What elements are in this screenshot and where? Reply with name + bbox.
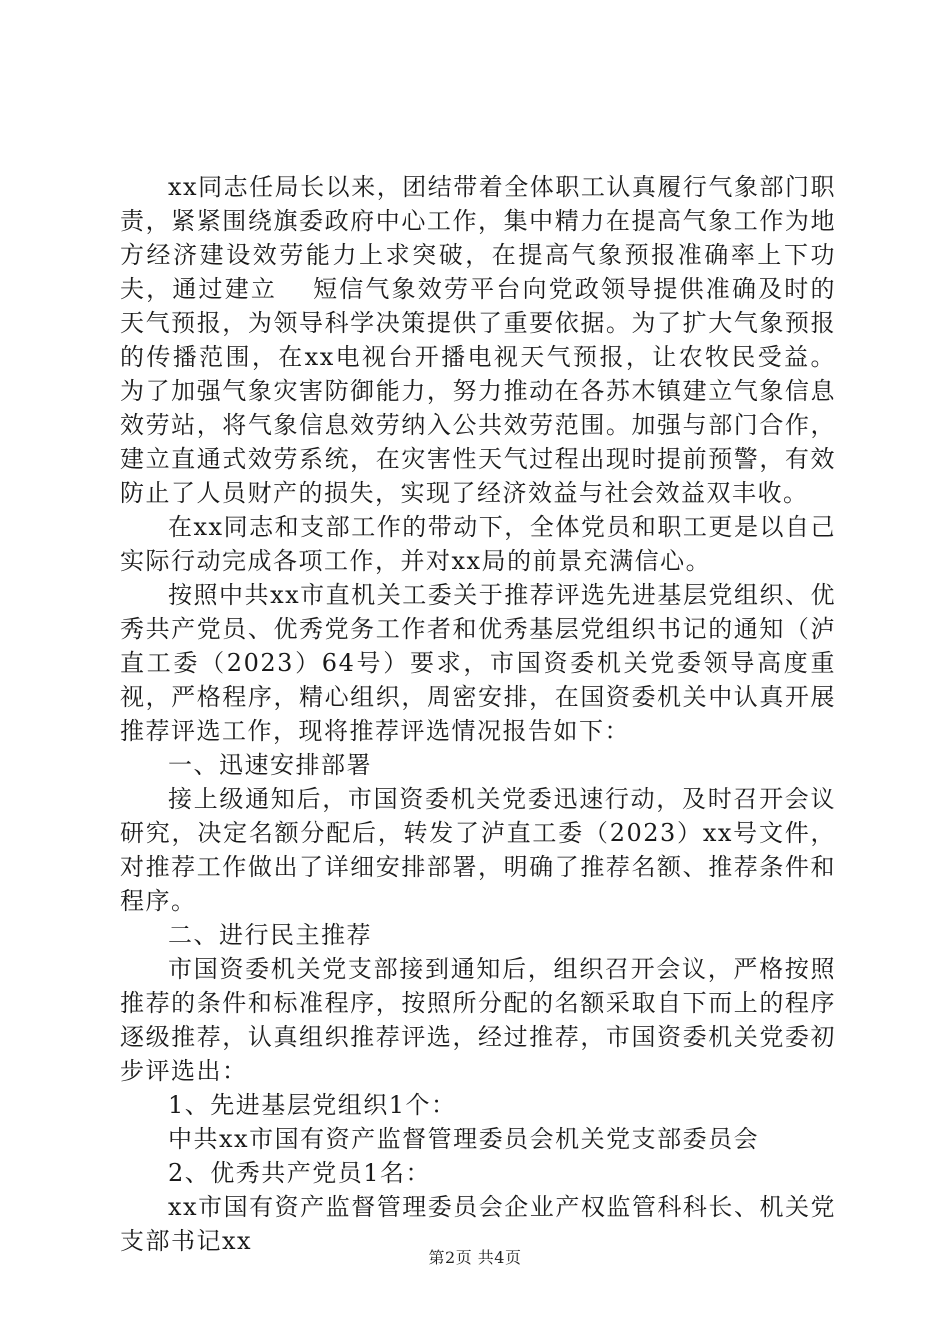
- section-heading-1: 一、迅速安排部署: [168, 751, 372, 779]
- list-item-heading-1: 1、先进基层党组织1个：: [168, 1091, 457, 1119]
- section-heading-2: 二、进行民主推荐: [168, 921, 372, 949]
- paragraph-2: 在xx同志和支部工作的带动下，全体党员和职工更是以自己实际行动完成各项工作，并对xx局的前景充满信心。: [120, 513, 836, 575]
- page-number: 第2页 共4页: [428, 1248, 522, 1267]
- list-item-value-1: 中共xx市国有资产监督管理委员会机关党支部委员会: [168, 1125, 760, 1153]
- paragraph-5: 市国资委机关党支部接到通知后，组织召开会议，严格按照推荐的条件和标准程序，按照所分配的名额采取自下而上的程序逐级推荐，认真组织推荐评选，经过推荐，市国资委机关党委初步评选出：: [120, 955, 836, 1085]
- paragraph-3: 按照中共xx市直机关工委关于推荐评选先进基层党组织、优秀共产党员、优秀党务工作者和优秀基层党组织书记的通知（泸直工委（2023）64号）要求，市国资委机关党委领导高度重视，严格程序，精心组织，周密安排，在国资委机关中认真开展推荐评选工作，现将推荐评选情况报告如下：: [120, 581, 836, 745]
- list-item-value-2: xx市国有资产监督管理委员会企业产权监管科科长、机关党支部书记xx: [120, 1193, 836, 1255]
- paragraph-1: xx同志任局长以来，团结带着全体职工认真履行气象部门职责，紧紧围绕旗委政府中心工作，集中精力在提高气象工作为地方经济建设效劳能力上求突破，在提高气象预报准确率上下功夫，通过建立 短信气象效劳平台向党政领导提供准确及时的天气预报，为领导科学决策提供了重要依据。为了扩大气象预报的传播范围，在xx电视台开播电视天气预报，让农牧民受益。为了加强气象灾害防御能力，努力推动在各苏木镇建立气象信息效劳站，将气象信息效劳纳入公共效劳范围。加强与部门合作，建立直通式效劳系统，在灾害性天气过程出现时提前预警，有效防止了人员财产的损失，实现了经济效益与社会效益双丰收。: [120, 173, 836, 507]
- paragraph-4: 接上级通知后，市国资委机关党委迅速行动，及时召开会议研究，决定名额分配后，转发了泸直工委（2023）xx号文件，对推荐工作做出了详细安排部署，明确了推荐名额、推荐条件和程序。: [120, 785, 836, 915]
- document-body: [120, 170, 836, 1258]
- list-item-heading-2: 2、优秀共产党员1名：: [168, 1159, 432, 1187]
